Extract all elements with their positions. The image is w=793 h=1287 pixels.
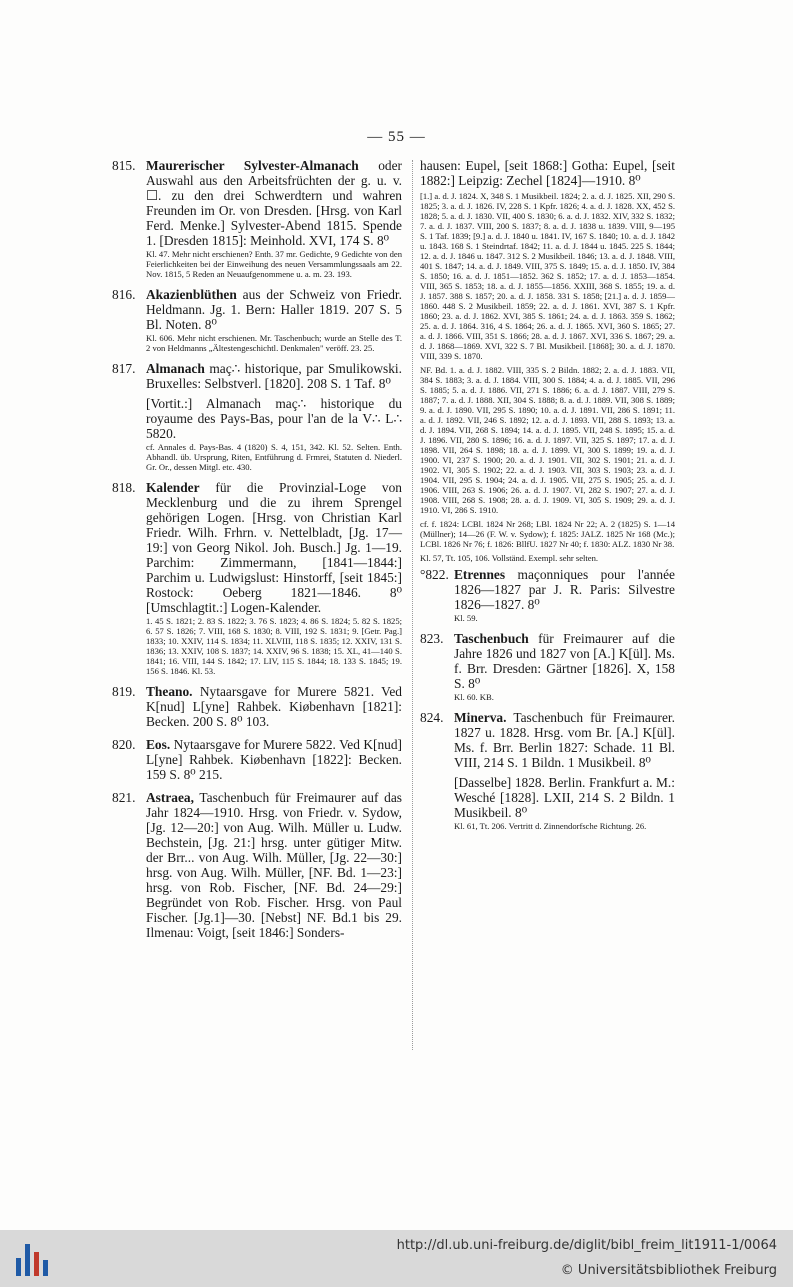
entry-816 [112,287,402,353]
entry-subtitle: [Vortit.:] Almanach maç∴ historique du royaume des Pays-Bas, pour l'an de la V∴ L∴ 5820. [146,396,402,441]
viewer-footer [0,1230,793,1287]
entry-text: maçonniques pour l'année 1826—1827 par J. R. Paris: Silvestre 1826—1827. 8⁰ [454,567,675,612]
new-series-list: NF. Bd. 1. a. d. J. 1882. VIII, 335 S. 2 Bildn. 1882; 2. a. d. J. 1883. VII, 384 S. 1883; 3. a. d. J. 1884. VIII, 300 S. 1884; 4. a. d. J. 1885. VII, 296 S. 1885; 5. a. d. J. 1886. VII, 271 S. 1886; 6. a. d. J. 1887. VIII, 279 S. 1887; 7. a. d. J. 1888. XII, 304 S. 1888; 8. a. d. J. 1889. VII, 308 S. 1889; 9. a. d. J. 1890. VII, 295 S. 1890; 10. a. d. J. 1891. VII, 286 S. 1891; 11. a. d. J. 1892. VII, 246 S. 1892; 12. a. d. J. 1893. VII, 288 S. 1893; 13. a. d. J. 1894. VII, 268 S. 1894; 14. a. d. J. 1895. VII, 248 S. 1895; 15. a. d. J. 1896. VII, 280 S. 1896; 16. a. d. J. 1897. VII, 325 S. 1897; 17. a. d. J. 1898. VII, 264 S. 1898; 18. a. d. J. 1899. VI, 300 S. 1899; 19. a. d. J. 1900. VI, 237 S. 1900; 20. a. d. J. 1901. VII, 302 S. 1901; 21. a. d. J. 1902. VI, 305 S. 1902; 22. a. d. J. 1903. VII, 303 S. 1903; 23. a. d. J. 1904. VII, 295 S. 1904; 24. a. d. J. 1905. VII, 275 S. 1905; 25. a. d. J. 1906. VIII, 263 S. 1906; 26. a. d. J. 1907. VI, 282 S. 1907; 27. a. d. J. 1908. VIII, 268 S. 1908; 28. a. d. J. 1909. VI, 305 S. 1909; 29. a. d. J. 1910. VI, 286 S. 1910. [420,365,675,515]
rarity-note: Kl. 57, Tt. 105, 106. Vollständ. Exempl. sehr selten. [420,553,599,563]
copyright-notice: © Universitätsbibliothek Freiburg [560,1263,777,1278]
entry-note: Kl. 59. [454,613,478,623]
entry-title: Maurerischer Sylvester-Almanach [146,158,359,173]
entry-text: oder Auswahl aus den Arbeitsfrüchten der g. u. v. ☐. zu den drei Schwerdtern und wahren Freunden im Or. von Dresden. [Hrsg. von Karl Ferd. Menke.] Sylvester-Abend 1815. Spende 1. [Dresden 1815]: Meinhold. XVI, 174 S. 8⁰ [146,158,402,248]
entry-note: Kl. 47. Mehr nicht erschienen? Enth. 37 mr. Gedichte, 9 Gedichte von den Feierlichkeiten bei der Einweihung des neuen Versammlungssaals am 22. Nov. 1815, 5 Reden an Neuaufgenommene u. a. m. 23. 193. [146,249,402,279]
entry-text: für Freimaurer auf die Jahre 1826 und 1827 von [A.] K[ül]. Ms. f. Brr. Dresden: Gärtner [1826]. X, 158 S. 8⁰ [454,631,675,691]
entry-number: °822. [420,567,449,582]
entry-821 [112,790,402,940]
page-number: — 55 — [367,129,426,145]
entry-817 [112,361,402,472]
entry-number: 819. [112,684,136,699]
entry-title: Taschenbuch [454,631,529,646]
entry-subtitle: [Dasselbe] 1828. Berlin. Frankfurt a. M.: Wesché [1828]. LXII, 214 S. 2 Bildn. 1 Musikbeil. 8⁰ [454,775,675,820]
entry-text: aus der Schweiz von Friedr. Heldmann. Jg. 1. Bern: Haller 1819. 207 S. 5 Bl. Noten. 8⁰ [146,287,402,332]
entry-title: Etrennes [454,567,506,582]
entry-text: Taschenbuch für Freimaurer. 1827 u. 1828. Hrsg. vom Br. [A.] K[ül]. Ms. f. Brr. Berlin 1827: Schade. 11 Bl. VIII, 214 S. 1 Bildn. 1 Musikbeil. 8⁰ [454,710,675,770]
document-url-link[interactable]: http://dl.ub.uni-freiburg.de/diglit/bibl_freim_lit1911-1/0064 [396,1238,777,1253]
entry-title: Eos. [146,737,171,752]
entry-820 [112,737,402,782]
right-column [420,158,675,839]
entry-number: 820. [112,737,136,752]
entry-text: Nytaarsgave for Murere 5821. Ved K[nud] L[yne] Rahbek. Kiøbenhavn [1821]: Becken. 200 S. 8⁰ 103. [146,684,402,729]
entry-815 [112,158,402,279]
column-divider [412,160,413,1050]
entry-number: 823. [420,631,444,646]
entry-818 [112,480,402,676]
entry-title: Almanach [146,361,205,376]
entry-823 [420,631,675,702]
entry-note: Kl. 61, Tt. 206. Vertritt d. Zinnendorfsche Richtung. 26. [454,821,647,831]
entry-number: 818. [112,480,136,495]
entry-819 [112,684,402,729]
entry-title: Astraea, [146,790,194,805]
entry-title: Akazienblüthen [146,287,237,302]
entry-number: 817. [112,361,136,376]
entry-note: Kl. 606. Mehr nicht erschienen. Mr. Taschenbuch; wurde an Stelle des T. 2 von Heldmanns „Ältestengeschichtl. Denkmalen" veröff. 23. 25. [146,333,402,353]
entry-note: Kl. 60. KB. [454,692,494,702]
entry-title: Kalender [146,480,200,495]
entry-number: 816. [112,287,136,302]
entry-text: Nytaarsgave for Murere 5822. Ved K[nud] L[yne] Rahbek. Kiøbenhavn [1822]: Becken. 159 S. 8⁰ 215. [146,737,402,782]
entry-822 [420,567,675,623]
entry-note: 1. 45 S. 1821; 2. 83 S. 1822; 3. 76 S. 1823; 4. 86 S. 1824; 5. 82 S. 1825; 6. 57 S. 1826; 7. VIII, 168 S. 1830; 8. VIII, 192 S. 1831; 9. [Getr. Pag.] 1833; 10. XXIV, 114 S. 1834; 11. XLVIII, 118 S. 1835; 12. XXIV, 131 S. 1836; 13. XXIV, 108 S. 1837; 14. XXIV, 96 S. 1838; 15. XL, 41—140 S. 1841; 16. VIII, 144 S. 1842; 17. LIV, 115 S. 1844; 18. 133 S. 1845; 19. 156 S. 1846. Kl. 53. [146,616,402,676]
entry-text: für die Provinzial-Loge von Mecklenburg und die zu ihrem Sprengel gehörigen Logen. [Hrsg. von Christian Karl Friedr. Wilh. Frhrn. v. Nettelbladt, [Jg. 17—19:] von Georg Nikol. Joh. Busch.] Jg. 1—19. Parchim: Zimmermann, [1841—1844:] Parchim u. Ludwigslust: Hinstorff, [seit 1845:] Rostock: Oeberg 1821—1846. 8⁰ [Umschlagtit.:] Logen-Kalender. [146,480,402,615]
entry-text: Taschenbuch für Freimaurer auf das Jahr 1824—1910. Hrsg. von Friedr. v. Sydow, [Jg. 12—20:] von Aug. Wilh. Müller u. Ludw. Bechstein, [Jg. 21:] hrsg. unter gütiger Mitw. der Brr... von Aug. Wilh. Müller, [Jg. 22—30:] hrsg. von Aug. Wilh. Müller, [NF. Bd. 1—23:] hrsg. von Rob. Fischer, [NF. Bd. 24—29:] Begründet von Rob. Fischer. Hrsg. von Paul Fischer. [Jg.1]—30. [Nebst] NF. Bd.1 bis 29. Ilmenau: Voigt, [seit 1846:] Sonders- [146,790,402,940]
volume-list: [1.] a. d. J. 1824. X, 348 S. 1 Musikbeil. 1824; 2. a. d. J. 1825. XII, 290 S. 1825; 3. a. d. J. 1826. IV, 228 S. 1 Kpfr. 1826; 4. a. d. J. 1828. XX, 452 S. 1828; 5. a. d. J. 1830. VII, 400 S. 1830; 6. a. d. J. 1832. XIV, 332 S. 1832; 7. a. d. J. 1837. VIII, 200 S. 1837; 8. a. d. J. 1838 u. 1839. VIII, 9—195 S. 1 Taf. 1839; [9.] a. d. J. 1840 u. 1841. IV, 167 S. 1840; 10. a. d. J. 1842 u. 1843. 168 S. 1 Steindrtaf. 1842; 11. a. d. J. 1844 u. 1845. 225 S. 1844; 12. a. d. J. 1846 u. 1847. 312 S. 2 Musikbeil. 1846; 13. a. d. J. 1848. VIII, 401 S. 1847; 14. a. d. J. 1849. VIII, 375 S. 1849; 15. a. d. J. 1850. IV, 384 S. 1850; 16. a. d. J. 1851—1852. 362 S. 1852; 17. a. d. J. 1853—1854. VIII, 365 S. 1853; 18. a. d. J. 1855—1856. XXIII, 368 S. 1855; 19. a. d. J. 1857. 388 S. 1857; 20. a. d. J. 1858. 331 S. 1858; [21.] a. d. J. 1859—1860. 448 S. 2 Musikbeil. 1859; 22. a. d. J. 1861. XVI, 387 S. 1 Kpfr. 1860; 23. a. d. J. 1862. XVI, 385 S. 1861; 24. a. d. J. 1863. 359 S. 1862; 25. a. d. J. 1864. 316, 4 S. 1864; 26. a. d. J. 1865. XVI, 360 S. 1865; 27. a. d. J. 1866. VIII, 351 S. 1866; 28. a. d. J. 1867. XVI, 336 S. 1867; 29. a. d. J. 1868—1869. XVI, 322 S. 7 Bl. Musikbeil. [1868]; 30. a. d. J. 1870. VIII, 339 S. 1870. [420,191,675,361]
entry-text: maç∴ historique, par Smulikowski. Bruxelles: Selbstverl. [1820]. 208 S. 1 Taf. 8⁰ [146,361,402,391]
reviews-note: cf. f. 1824: LCBl. 1824 Nr 268; LBl. 1824 Nr 22; A. 2 (1825) S. 1—14 (Müllner); 14—26 (F. W. v. Sydow); f. 1825: JALZ. 1825 Nr 168 (Mc.); LCBl. 1826 Nr 76; f. 1826: BllfU. 1827 Nr 40; f. 1830: ALZ. 1830 Nr 38. [420,519,675,549]
entry-824 [420,710,675,831]
entry-note: cf. Annales d. Pays-Bas. 4 (1820) S. 4, 151, 342. Kl. 52. Selten. Enth. Abhandl. üb. Ursprung, Riten, Entführung d. Frmrei, Statuten d. Niederl. Gr. Or., dessen Mitgl. etc. 430. [146,442,402,472]
entry-number: 815. [112,158,136,173]
left-column [112,158,402,948]
entry-title: Minerva. [454,710,507,725]
entry-821-continuation: hausen: Eupel, [seit 1868:] Gotha: Eupel, [seit 1882:] Leipzig: Zechel [1824]—1910. 8⁰ [420,158,675,188]
entry-number: 821. [112,790,136,805]
library-logo-icon[interactable] [14,1240,52,1278]
entry-number: 824. [420,710,444,725]
entry-title: Theano. [146,684,193,699]
